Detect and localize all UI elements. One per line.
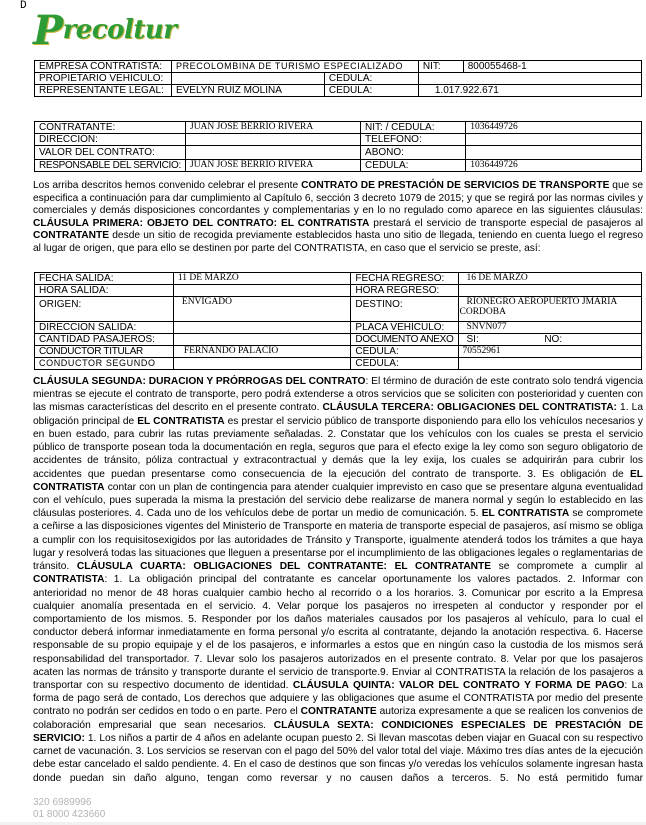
return-time bbox=[458, 285, 641, 297]
label: CANTIDAD PASAJEROS: bbox=[35, 334, 174, 346]
clause-2-title: CLÁUSULA SEGUNDA: DURACION Y PRÓRROGAS DEL CONTRATO bbox=[33, 376, 366, 387]
client-id: 1036449726 bbox=[466, 122, 642, 134]
label: HORA REGRESO: bbox=[351, 285, 458, 297]
logo-precoltur bbox=[33, 7, 177, 54]
label: CEDULA: bbox=[361, 160, 466, 172]
table-row bbox=[35, 297, 642, 322]
label: CEDULA: bbox=[324, 85, 418, 97]
passenger-count bbox=[173, 334, 351, 346]
departure-date: 11 DE MARZO bbox=[173, 273, 351, 285]
legal-rep-value: EVELYN RUIZ MOLINA bbox=[171, 85, 324, 97]
destination-value: RIONEGRO AEROPUERTO JMARIA CORDOBA bbox=[458, 297, 641, 322]
client-name: JUAN JOSE BERRIO RIVERA bbox=[186, 122, 361, 134]
footer-phones bbox=[33, 797, 105, 821]
intro-paragraph: Los arriba descritos hemos convenido celebrar el presente CONTRATO DE PRESTACIÓN DE SERVICIOS DE TRANSPORTE que se especifica a continuación para dar cumplimiento al Capítulo 6, sección 3 decreto 1079 de 2015; y que se regirá por las normas civiles y comerciales y demás disposiciones concordantes y complementarias y en lo no regulado como aparece en las siguientes cláusulas: CLÁUSULA PRIMERA: OBJETO DEL CONTRATO: EL CONTRATISTA prestará el servicio de transporte especial de pasajeros al CONTRATANTE desde un sitio de recogida previamente establecidos hasta uno sitio de llegada, teniendo en cuenta luego el regreso al lugar de origen, que para ello se destinen por parte del CONTRATISTA, en caso que el servicio se preste, así: bbox=[33, 180, 643, 254]
label: CONDUCTOR SEGUNDO bbox=[35, 358, 174, 370]
label: RESPONSABLE DEL SERVICIO: bbox=[35, 160, 186, 172]
label: CONDUCTOR TITULAR bbox=[35, 346, 174, 358]
label: CEDULA: bbox=[351, 358, 458, 370]
departure-address bbox=[173, 322, 351, 334]
label: EMPRESA CONTRATISTA: bbox=[35, 61, 172, 73]
owner-id-value bbox=[418, 73, 641, 85]
origin-value: ENVIGADO bbox=[173, 297, 351, 322]
label: NIT: bbox=[418, 61, 463, 73]
clauses-body: CLÁUSULA SEGUNDA: DURACION Y PRÓRROGAS DEL CONTRATO: El término de duración de este contrato solo tendrá vigencia mientras se ejecute el contrato de transporte, pero podrá extenderse a otros servicios que se soliciten con posterioridad y cuenten con las mismas características del descrito en el presente contrato. CLÁUSULA TERCERA: OBLIGACIONES DEL CONTRATISTA: 1. La obligación principal de EL CONTRATISTA es prestar el servicio público de transporte disponiendo para ello los vehículos necesarios y en buen estado, para cubrir las rutas previamente señaladas. 2. Constatar que los vehículos con los cuales se presta el servicio público de transporte posean toda la documentación en regla, seguros que para el efecto exige la ley como son seguro obligatorio de accidentes de tránsito, póliza contractual y extracontractual y demás que la ley exija, los cuales se adquirirán para cubrir los accidentes que puedan presentarse como consecuencia de la ejecución del contrato de transporte. 3. Es obligación de EL CONTRATISTA contar con un plan de contingencia para atender cualquier imprevisto en caso que se presentare alguna eventualidad con el vehículo, pues superada la misma la prestación del servicio debe realizarse de manera normal y según lo establecido en las cláusulas posteriores. 4. Cada uno de los vehículos debe de portar un medio de comunicación. 5. EL CONTRATISTA se compromete a ceñirse a las disposiciones vigentes del Ministerio de Transporte en materia de transporte especial de pasajeros, así mismo se obliga a cumplir con los requisitosexigidos por las autoridades de Tránsito y Transporte, igualmente atenderá todos los trámites a que haya lugar y resolverá todas las situaciones que lleguen a presentarse por el incumplimiento de las obligaciones legales o reglamentarias de tránsito. CLÁUSULA CUARTA: OBLIGACIONES DEL CONTRATANTE: EL CONTRATANTE se compromete a cumplir al CONTRATISTA: 1. La obligación principal del contratante es cancelar oportunamente los valores pactados. 2. Informar con anterioridad no menor de 48 horas cualquier cambio hecho al recorrido o a los horarios. 3. Comunicar por escrito a la Empresa cualquier anomalía presentada en el servicio. 4. Velar porque los pasajeros no irrespeten al conductor y responder por el comportamiento de los mismos. 5. Responder por los daños materiales causados por los pasajeros al vehículo, para lo cual el conductor deberá informar inmediatamente en forma personal y/o escrita al contratante, dejando la anotación respectiva. 6. Hacerse responsable de su propio equipaje y el de los pasajeros, e informarles a estos que en ningún caso la custodia de los mismos será responsabilidad del transportador. 7. Llevar solo los pasajeros autorizados en el presente contrato. 8. Velar por que los pasajeros acaten las normas de tránsito y transporte durante el servicio de transporte.9. Enviar al CONTRATISTA la relación de los pasajeros a transportar con su respectivo documento de identidad. CLÁUSULA QUINTA: VALOR DEL CONTRATO Y FORMA DE PAGO: La forma de pago será de contado, Los derechos que adquiere y las obligaciones que asume el CONTRATISTA por medio del presente contrato no podrán ser cedidos en todo o en parte. Pero el CONTRATANTE autoriza expresamente a que se realicen los convenios de colaboración empresarial que sean necesarios. CLÁUSULA SEXTA: CONDICIONES ESPECIALES DE PRESTACIÓN DE SERVICIO: 1. Los niños a partir de 4 años en adelante ocupan puesto 2. Si llevan mascotas deben viajar en Guacal con su respectivo carnet de vacunación. 3. Los servicios se reservan con el pago del 50% del valor total del viaje. Máximo tres días antes de la ejecución debe estar cancelado el saldo pendiente. 4. En el caso de destinos que son fincas y/o veredas los vehículos solamente ingresan hasta donde puedan sin daño alguno, tengan como reversar y no causen daños a terceros. 5. No está permitido fumar bbox=[33, 376, 643, 784]
table-row bbox=[35, 134, 642, 146]
legal-rep-id-value: 1.017.922.671 bbox=[418, 85, 641, 97]
address-value bbox=[186, 134, 361, 146]
contract-value bbox=[186, 146, 361, 160]
label: FECHA SALIDA: bbox=[35, 273, 174, 285]
phone-number: 320 6989996 bbox=[33, 797, 92, 808]
company-table bbox=[34, 60, 642, 97]
annex-no-checkbox[interactable]: NO: bbox=[544, 334, 563, 345]
table-row bbox=[35, 160, 642, 172]
table-row bbox=[35, 273, 642, 285]
table-row bbox=[35, 358, 642, 370]
client-table bbox=[34, 121, 642, 172]
label: ORIGEN: bbox=[35, 297, 174, 322]
label: NIT: / CEDULA: bbox=[361, 122, 466, 134]
trip-table bbox=[34, 272, 642, 370]
label: PLACA VEHÍCULO: bbox=[351, 322, 458, 334]
clause-5-title: CLÁUSULA QUINTA: VALOR DEL CONTRATO Y FORMA DE PAGO bbox=[292, 680, 625, 692]
clause-6-title: CLÁUSULA SEXTA: CONDICIONES ESPECIALES DE PRESTACIÓN DE SERVICIO: bbox=[33, 719, 643, 744]
label: VALOR DEL CONTRATO: bbox=[35, 146, 186, 160]
owner-value bbox=[171, 73, 324, 85]
second-driver-id bbox=[458, 358, 641, 370]
label: DESTINO: bbox=[351, 297, 458, 322]
driver-id: 70552961 bbox=[458, 346, 641, 358]
label: DIRECCION SALIDA: bbox=[35, 322, 174, 334]
corner-mark: D bbox=[20, 0, 27, 12]
table-row bbox=[35, 122, 642, 134]
label: DIRECCIÓN: bbox=[35, 134, 186, 146]
annex-si-checkbox[interactable]: SI: bbox=[466, 334, 479, 345]
vehicle-plate: SNVN077 bbox=[458, 322, 641, 334]
table-row bbox=[35, 322, 642, 334]
label: REPRESENTANTE LEGAL: bbox=[35, 85, 172, 97]
nit-value: 800055468-1 bbox=[463, 61, 641, 73]
label: PROPIETARIO VEHÍCULO: bbox=[35, 73, 172, 85]
table-row bbox=[35, 73, 642, 85]
label: CEDULA: bbox=[324, 73, 418, 85]
responsible-id: 1036449726 bbox=[466, 160, 642, 172]
logo-text: Precoltur bbox=[33, 7, 177, 54]
phone-value bbox=[466, 134, 642, 146]
table-row bbox=[35, 85, 642, 97]
responsible-name: JUAN JOSE BERRIO RIVERA bbox=[186, 160, 361, 172]
return-date: 16 DE MARZO bbox=[458, 273, 641, 285]
deposit-value bbox=[466, 146, 642, 160]
driver-name: FERNANDO PALACIO bbox=[173, 346, 351, 358]
clause-3-title: CLÁUSULA TERCERA: OBLIGACIONES DEL CONTRATISTA: bbox=[322, 402, 617, 414]
toll-free-number: 01 8000 423660 bbox=[33, 809, 106, 820]
label: TELEFONO: bbox=[361, 134, 466, 146]
table-row bbox=[35, 346, 642, 358]
company-name: PRECOLOMBINA DE TURISMO ESPECIALIZADO bbox=[171, 61, 418, 73]
label: ABONO: bbox=[361, 146, 466, 160]
label: HORA SALIDA: bbox=[35, 285, 174, 297]
table-row bbox=[35, 285, 642, 297]
departure-time bbox=[173, 285, 351, 297]
table-row bbox=[35, 334, 642, 346]
table-row bbox=[35, 61, 642, 73]
second-driver-name bbox=[173, 358, 351, 370]
label: DOCUMENTO ANEXO bbox=[351, 334, 458, 346]
annex-document bbox=[458, 334, 641, 346]
label: CONTRATANTE: bbox=[35, 122, 186, 134]
clause-4-title: CLÁUSULA CUARTA: OBLIGACIONES DEL CONTRATANTE: EL CONTRATANTE bbox=[76, 561, 492, 573]
label: FECHA REGRESO: bbox=[351, 273, 458, 285]
table-row bbox=[35, 146, 642, 160]
label: CEDULA: bbox=[351, 346, 458, 358]
